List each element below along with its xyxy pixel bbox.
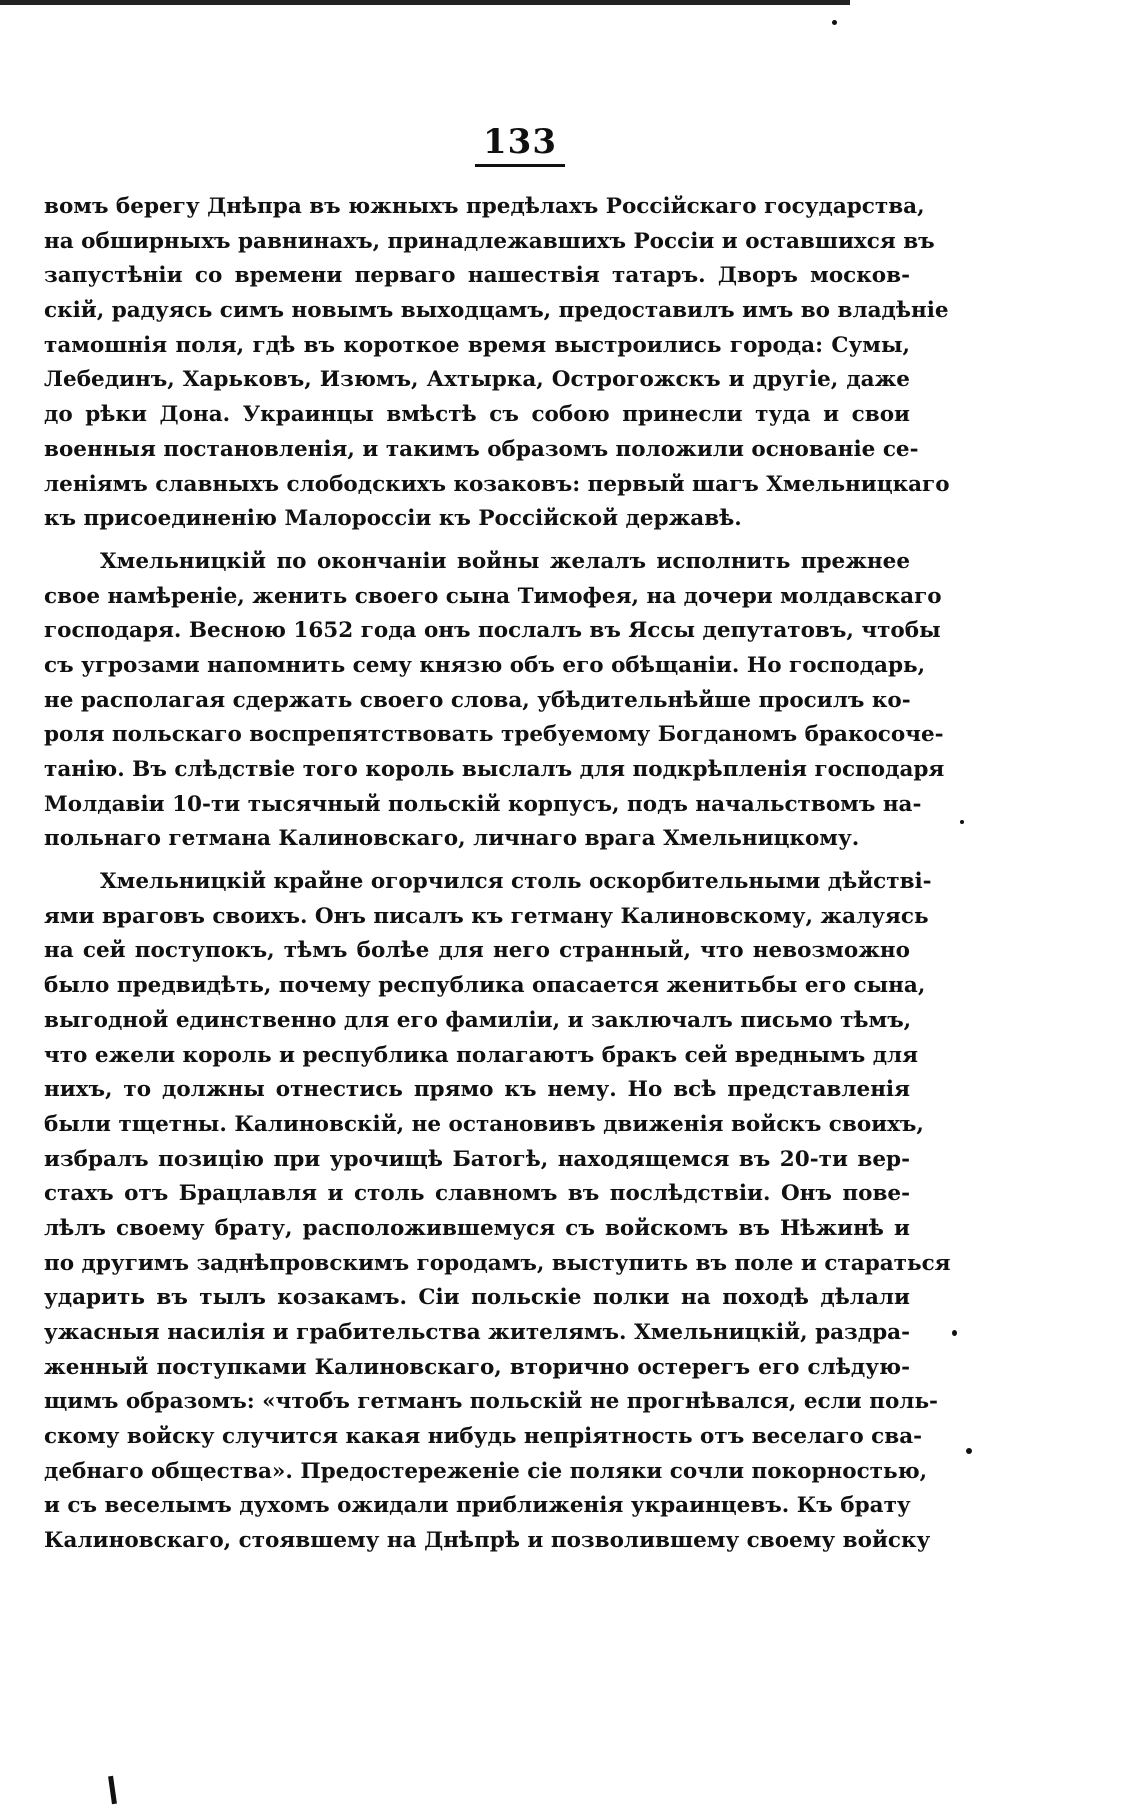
- text-line: скому войску случится какая нибудь непріятность отъ веселаго сва-: [44, 1424, 923, 1450]
- text-line: на сей поступокъ, тѣмъ болѣе для него странный, что невозможно: [44, 938, 910, 964]
- text-line: дебнаго общества». Предостереженіе сіе поляки сочли покорностью,: [44, 1458, 928, 1484]
- paragraph: [44, 865, 951, 1559]
- text-line: господаря. Весною 1652 года онъ послалъ въ Яссы депутатовъ, чтобы: [44, 618, 941, 644]
- text-line: ужасныя насилія и грабительства жителямъ. Хмельницкій, раздра-: [44, 1320, 910, 1345]
- text-line: танію. Въ слѣдствіе того король выслалъ для подкрѣпленія господаря: [44, 757, 945, 782]
- speck: [966, 1448, 972, 1454]
- text-line: тамошнія поля, гдѣ въ короткое время выстроились города: Сумы,: [44, 332, 910, 358]
- speck: [832, 20, 837, 25]
- text-line: не располагая сдержать своего слова, убѣдительнѣйше просилъ ко-: [44, 687, 911, 713]
- text-line: Лебединъ, Харьковъ, Изюмъ, Ахтырка, Острогожскъ и другіе, даже: [44, 367, 910, 393]
- text-line: ями враговъ своихъ. Онъ писалъ къ гетману Калиновскому, жалуясь: [44, 903, 929, 929]
- text-line: на обширныхъ равнинахъ, принадлежавшихъ Россіи и оставшихся въ: [44, 228, 935, 254]
- text-line: и съ веселымъ духомъ ожидали приближенія украинцевъ. Къ брату: [44, 1493, 911, 1519]
- text-line: роля польскаго воспрепятствовать требуемому Богданомъ бракосоче-: [44, 722, 944, 748]
- text-line: къ присоединенію Малороссіи къ Россійской державѣ.: [44, 506, 742, 532]
- text-line: свое намѣреніе, женить своего сына Тимофея, на дочери молдавскаго: [44, 583, 942, 609]
- text-line: нихъ, то должны отнестись прямо къ нему. Но всѣ представленія: [44, 1077, 910, 1103]
- text-line: по другимъ заднѣпровскимъ городамъ, выступить въ поле и стараться: [44, 1250, 951, 1276]
- text-line: до рѣки Дона. Украинцы вмѣстѣ съ собою принесли туда и свои: [44, 402, 910, 428]
- paragraph: [44, 190, 950, 537]
- text-line: ударить въ тылъ козакамъ. Сіи польскіе полки на походѣ дѣлали: [44, 1285, 910, 1311]
- text-line: Хмельницкій по окончаніи войны желалъ исполнить прежнее: [100, 548, 910, 574]
- paragraph: [44, 545, 945, 857]
- speck: [960, 820, 964, 824]
- text-line: Хмельницкій крайне огорчился столь оскорбительными дѣйстві-: [100, 869, 932, 895]
- text-line: выгодной единственно для его фамиліи, и заключалъ письмо тѣмъ,: [44, 1007, 912, 1033]
- speck: [952, 1330, 957, 1336]
- text-line: запустѣніи со времени перваго нашествія татаръ. Дворъ москов-: [44, 263, 910, 289]
- text-line: вомъ берегу Днѣпра въ южныхъ предѣлахъ Россійскаго государства,: [44, 194, 925, 219]
- text-line: польнаго гетмана Калиновскаго, личнаго врага Хмельницкому.: [44, 826, 860, 852]
- text-line: было предвидѣть, почему республика опасается женитьбы его сына,: [44, 973, 926, 999]
- top-rule: [0, 0, 850, 5]
- text-line: леніямъ славныхъ слободскихъ козаковъ: первый шагъ Хмельницкаго: [44, 471, 950, 497]
- text-line: были тщетны. Калиновскій, не остановивъ движенія войскъ своихъ,: [44, 1111, 924, 1137]
- text-line: Калиновскаго, стоявшему на Днѣпрѣ и позволившему своему войску: [44, 1528, 931, 1554]
- text-line: стахъ отъ Брацлавля и столь славномъ въ послѣдствіи. Онъ пове-: [44, 1181, 910, 1207]
- page-number: 133: [0, 122, 1040, 162]
- text-line: лѣлъ своему брату, расположившемуся съ войскомъ въ Нѣжинѣ и: [44, 1215, 910, 1241]
- ink-mark: [108, 1776, 117, 1804]
- text-line: скій, радуясь симъ новымъ выходцамъ, предоставилъ имъ во владѣніе: [44, 298, 949, 324]
- text-line: щимъ образомъ: «чтобъ гетманъ польскій не прогнѣвался, если поль-: [44, 1389, 938, 1415]
- text-line: съ угрозами напомнить сему князю объ его обѣщаніи. Но господарь,: [44, 652, 926, 678]
- text-line: что ежели король и республика полагаютъ бракъ сей вреднымъ для: [44, 1042, 919, 1068]
- text-line: военныя постановленія, и такимъ образомъ положили основаніе се-: [44, 436, 919, 462]
- text-line: избралъ позицію при урочищѣ Батогѣ, находящемся въ 20-ти вер-: [44, 1146, 910, 1172]
- text-line: Молдавіи 10-ти тысячный польскій корпусъ, подъ начальствомъ на-: [44, 791, 922, 817]
- text-line: женный поступками Калиновскаго, вторично остерегъ его слѣдую-: [44, 1354, 910, 1380]
- body-text: [44, 190, 951, 1559]
